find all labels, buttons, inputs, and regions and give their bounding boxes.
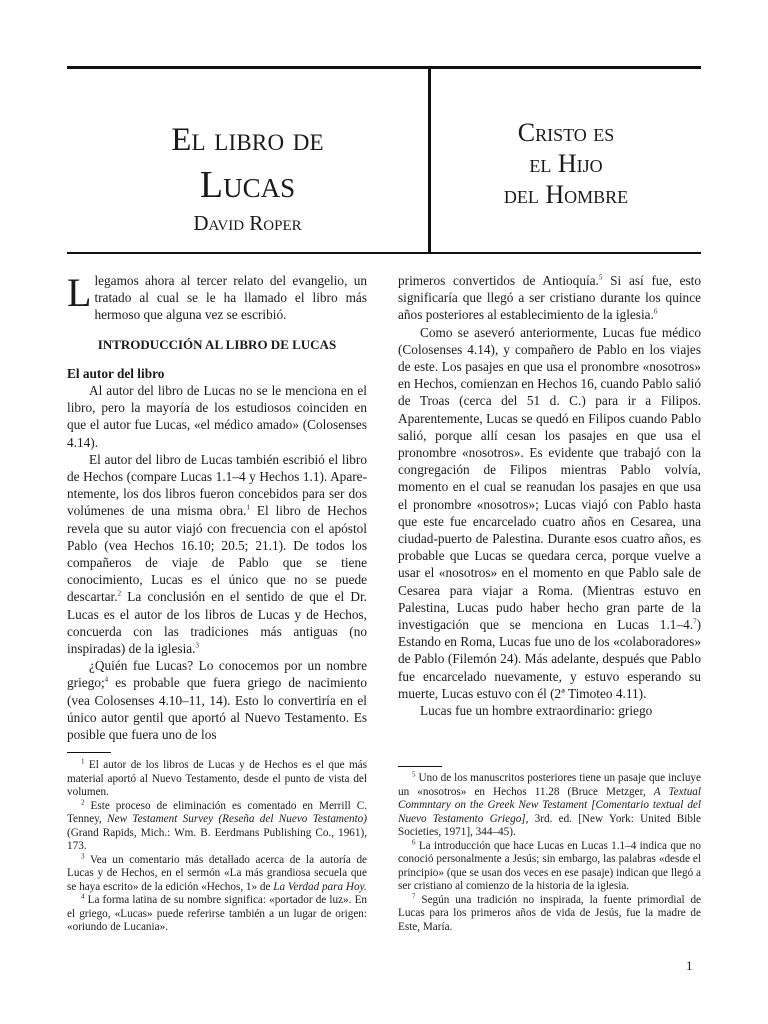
footnote: $^7$ Según una tradición no inspirada, la fuente primordial de Lucas para los primeros años de vida de Jesús, fue la madre de Este, María. [398, 891, 701, 933]
lesson-title-line1: Cristo es [517, 118, 615, 147]
intro-text: legamos ahora al tercer relato del evangelio, un tratado al cual se le ha llamado el libro más hermoso que alguna vez se escribió. [94, 273, 367, 323]
author-name: David Roper [193, 211, 302, 235]
book-title-line2: Lucas [199, 164, 296, 206]
footnote: $^6$ La introducción que hace Lucas en Lucas 1.1–4 indica que no conoció personalmente a Jesús; sin embargo, las palabras «desde el principio» (que se usan dos veces en ese pasaje) indican que llegó a ser cristiano al comienzo de la historia de la iglesia. [398, 837, 701, 892]
footnote-ref[interactable]: 2 [117, 590, 122, 599]
footnote: $^1$ El autor de los libros de Lucas y de Hechos es el que más material aportó al Nuevo Testamento, desde el punto de vista del volumen. [67, 757, 367, 798]
footnote-ref[interactable]: 4 [104, 676, 109, 685]
page-number: 1 [686, 958, 693, 973]
footnotes-left [67, 759, 367, 935]
footnote: $^3$ Vea un comentario más detallado acerca de la autoría de Lucas y de Hechos, en el sermón «La más grandiosa secuela que se haya escrito» de la edición «Hechos, 1» de La Verdad para Hoy. [67, 851, 367, 893]
header-top-rule [67, 66, 701, 69]
footnote: $^2$ Este proceso de eliminación es comentado en Merrill C. Tenney, New Testament Survey (Reseña del Nuevo Testamento) (Grand Rapids, Mich.: Wm. B. Eerdmans Publishing Co., 1961), 173. [67, 797, 367, 852]
footnote-ref[interactable]: 5 [598, 273, 603, 282]
footnote: $^4$ La forma latina de su nombre significa: «portador de luz». En el griego, «Lucas» puede referirse también a un lugar de origen: «oriundo de Lucania». [67, 892, 367, 933]
left-column [67, 272, 367, 743]
lesson-title-block [431, 117, 701, 210]
footnotes-right [398, 772, 701, 934]
drop-cap: L [67, 270, 92, 315]
section-heading: INTRODUCCIÓN AL LIBRO DE LUCAS [97, 336, 337, 352]
subsection-heading: El autor del libro [67, 365, 165, 381]
book-title-line1: El libro de [171, 122, 324, 158]
body-paragraph: ¿Quién fue Lucas? Lo conocemos por un nombre griego;$^4$ es probable que fuera griego de nacimiento (vea Colosenses 4.10–11, 14). Esto lo convertiría en el único autor gentil que aportó al Nuevo Testamento. Es posible que fuera uno de los [67, 658, 367, 743]
body-paragraph: primeros convertidos de Antioquía.$^5$ Si así fue, esto significaría que llegó a ser cristiano durante los quince años posteriores al establecimiento de la iglesia.$^6$ [398, 273, 701, 323]
header-bottom-rule [67, 252, 701, 254]
footnote-ref[interactable]: 7 [693, 617, 697, 626]
lesson-title-line2: el Hijo [529, 149, 603, 178]
right-column [398, 272, 701, 719]
lesson-title-line3: del Hombre [503, 180, 629, 209]
intro-paragraph [67, 272, 367, 324]
footnote-rule [67, 752, 111, 753]
body-paragraph: Como se aseveró anteriormente, Lucas fue médico (Colosenses 4.14), y compañero de Pablo en los viajes de este. Los pasajes en que usa el pronombre «nosotros» en Hechos, comienzan en Hechos 16, cuando Pablo salió de Troas (cerca del 51 d. C.) para ir a Filipos. Aparentemente, Lucas se quedó en Filipos cuando Pablo salió, porque allí cesan los pasajes en que usa el pronombre «nosotros». Es evidente que trabajó con la congregación de Filipos mientras Pablo volvía, momento en el cual se reanudan los pasajes en que usa el pronombre «nosotros»; Lucas viajó con Pablo hasta que este fue encarcelado cuatro años en Cesarea, una ciudad-puerto de Palestina. Durante esos cuatro años, es probable que Lucas se quedara cerca, porque vuelve a usar el «nosotros» en el momento en que Pablo sale de Cesarea para viajar a Roma. (Mientras estuvo en Palestina, Lucas pudo haber hecho gran parte de la investigación que se menciona en Lucas 1.1–4.$^7$) Estando en Roma, Lucas fue uno de los «colaboradores» de Pablo (Filemón 24). Más adelante, después que Pablo fue encarcelado nuevamente, y estuvo esperando su muerte, Lucas estuvo con él (2ª Timoteo 4.11). [398, 324, 701, 701]
footnote-ref[interactable]: 1 [246, 504, 250, 513]
footnote-rule [398, 766, 442, 767]
footnote-ref[interactable]: 3 [195, 641, 199, 650]
body-paragraph: El autor del libro de Lucas también escribió el libro de Hechos (compare Lucas 1.1–4 y Hechos 1.1). Aparentemente, los dos libros fueron concebidos para ser dos volúmenes de una misma obra.$^1$ El libro de Hechos revela que su autor viajó con frecuencia con el apóstol Pablo (vea Hechos 16.10; 20.5; 21.1). De todos los compañeros de viaje de Pablo que se tiene conocimiento, Lucas es el único que no se puede descartar.$^2$ La conclusión en el sentido de que el Dr. Lucas es el autor de los libros de Lucas y de Hechos, concuerda con las tradiciones más antiguas (no inspiradas) de la iglesia.$^3$ [67, 451, 367, 657]
footnote: $^5$ Uno de los manuscritos posteriores tiene un pasaje que incluye un «nosotros» en Hechos 11.28 (Bruce Metzger, A Textual Commntary on the Greek New Testament [Comentario textual del Nuevo Testamento Griego], 3rd. ed. [New York: United Bible Societies, 1971], 344–45). [398, 770, 702, 838]
book-title-block [67, 120, 428, 236]
footnote-ref[interactable]: 6 [653, 307, 658, 316]
body-paragraph: Al autor del libro de Lucas no se le menciona en el libro, pero la mayoría de los estudiosos coinciden en que el autor fue Lucas, «el médico amado» (Colosenses 4.14). [67, 383, 367, 450]
body-paragraph: Lucas fue un hombre extraordinario: griego [420, 703, 653, 719]
